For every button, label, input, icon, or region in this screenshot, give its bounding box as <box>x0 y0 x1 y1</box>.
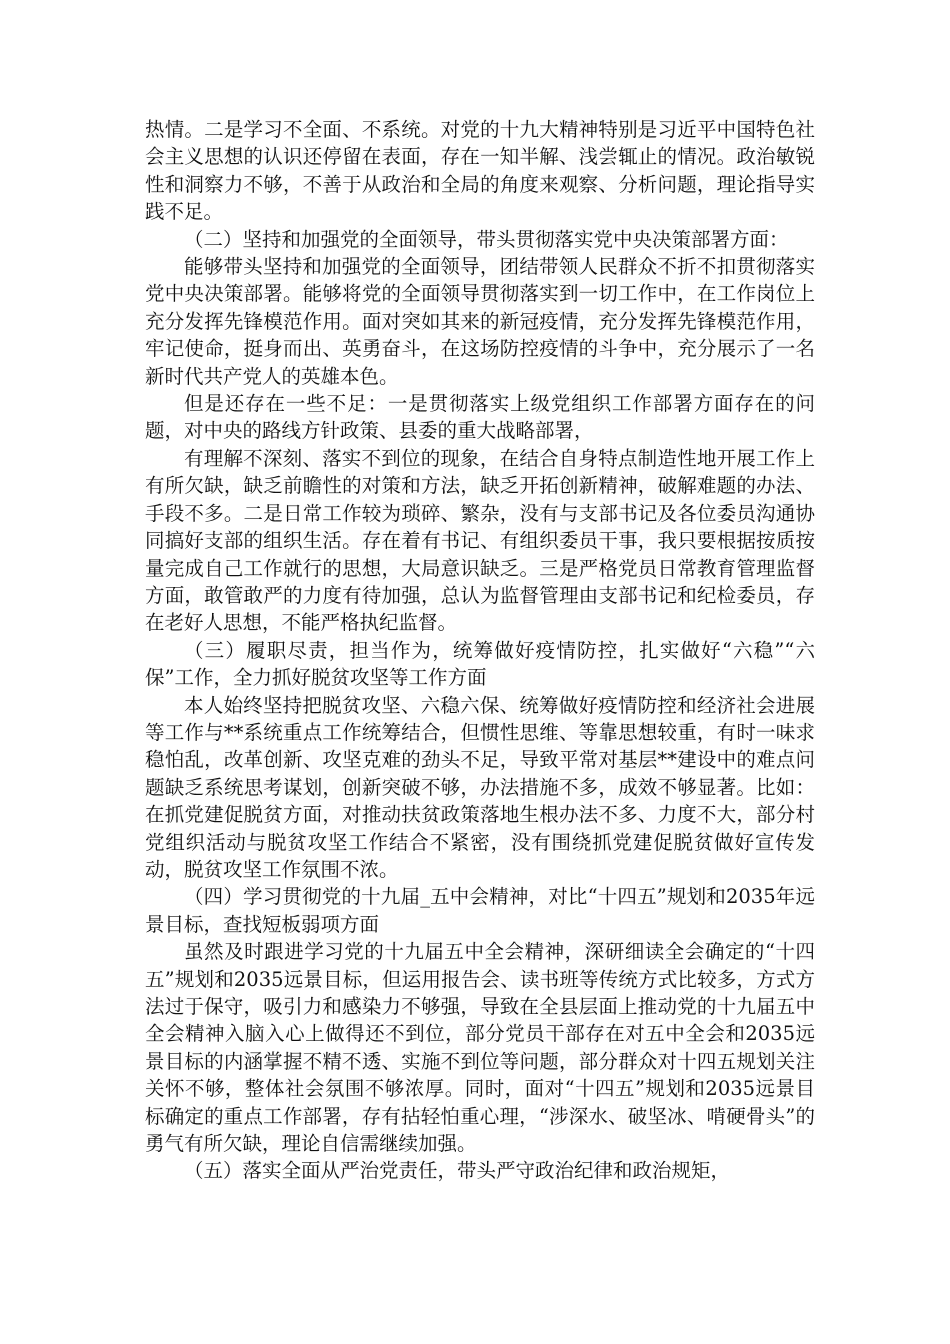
section-heading-3: （三）履职尽责，担当作为，统筹做好疫情防控，扎实做好“六稳”“六保”工作，全力抓好脱贫攻坚等工作方面 <box>145 638 815 690</box>
paragraph-body: 有理解不深刻、落实不到位的现象，在结合自身特点制造性地开展工作上有所欠缺，缺乏前瞻性的对策和方法，缺乏开拓创新精神，破解难题的办法、手段不多。二是日常工作较为琐碎、繁杂，没有与支部书记及各位委员沟通协同搞好支部的组织生活。存在着有书记、有组织委员干事，我只要根据按质按量完成自己工作就行的思想，大局意识缺乏。三是严格党员日常教育管理监督方面，敢管敢严的力度有待加强，总认为监督管理由支部书记和纪检委员，存在老好人思想，不能严格执纪监督。 <box>145 446 815 635</box>
paragraph-body: 能够带头坚持和加强党的全面领导，团结带领人民群众不折不扣贯彻落实党中央决策部署。能够将党的全面领导贯彻落实到一切工作中，在工作岗位上充分发挥先锋模范作用。面对突如其来的新冠疫情，充分发挥先锋模范作用，牢记使命，挺身而出、英勇奋斗，在这场防控疫情的斗争中，充分展示了一名新时代共产党人的英雄本色。 <box>145 255 815 388</box>
section-heading-5: （五）落实全面从严治党责任，带头严守政治纪律和政治规矩， <box>184 1159 731 1183</box>
paragraph-body: 虽然及时跟进学习党的十九届五中全会精神，深研细读全会确定的“十四五”规划和2035远景目标，但运用报告会、读书班等传统方式比较多，方式方法过于保守，吸引力和感染力不够强，导致在全县层面上推动党的十九届五中全会精神入脑入心上做得还不到位，部分党员干部存在对五中全会和2035远景目标的内涵掌握不精不透、实施不到位等问题，部分群众对十四五规划关注关怀不够，整体社会氛围不够浓厚。同时，面对“十四五”规划和2035远景目标确定的重点工作部署，存有拈轻怕重心理，“涉深水、破坚冰、啃硬骨头”的勇气有所欠缺，理论自信需继续加强。 <box>145 940 815 1156</box>
paragraph-body: 但是还存在一些不足：一是贯彻落实上级党组织工作部署方面存在的问题，对中央的路线方针政策、县委的重大战略部署， <box>145 392 815 443</box>
paragraph-continuation: 热情。二是学习不全面、不系统。对党的十九大精神特别是习近平中国特色社会主义思想的认识还停留在表面，存在一知半解、浅尝辄止的情况。政治敏锐性和洞察力不够，不善于从政治和全局的角度来观察、分析问题，理论指导实践不足。 <box>145 118 815 224</box>
section-heading-4: （四）学习贯彻党的十九届_五中会精神，对比“十四五”规划和2035年远景目标，查找短板弱项方面 <box>145 885 815 936</box>
paragraph-body: 本人始终坚持把脱贫攻坚、六稳六保、统筹做好疫情防控和经济社会进展等工作与**系统重点工作统筹结合，但惯性思维、等靠思想较重，有时一味求稳怕乱，改革创新、攻坚克难的劲头不足，导致平常对基层**建设中的难点问题缺乏系统思考谋划，创新突破不够，办法措施不多，成效不够显著。比如：在抓党建促脱贫方面，对推动扶贫政策落地生根办法不多、力度不大，部分村党组织活动与脱贫攻坚工作结合不紧密，没有围绕抓党建促脱贫做好宣传发动，脱贫攻坚工作氛围不浓。 <box>145 693 815 881</box>
document-page <box>145 116 815 1185</box>
section-heading-2: （二）坚持和加强党的全面领导，带头贯彻落实党中央决策部署方面： <box>184 227 789 251</box>
